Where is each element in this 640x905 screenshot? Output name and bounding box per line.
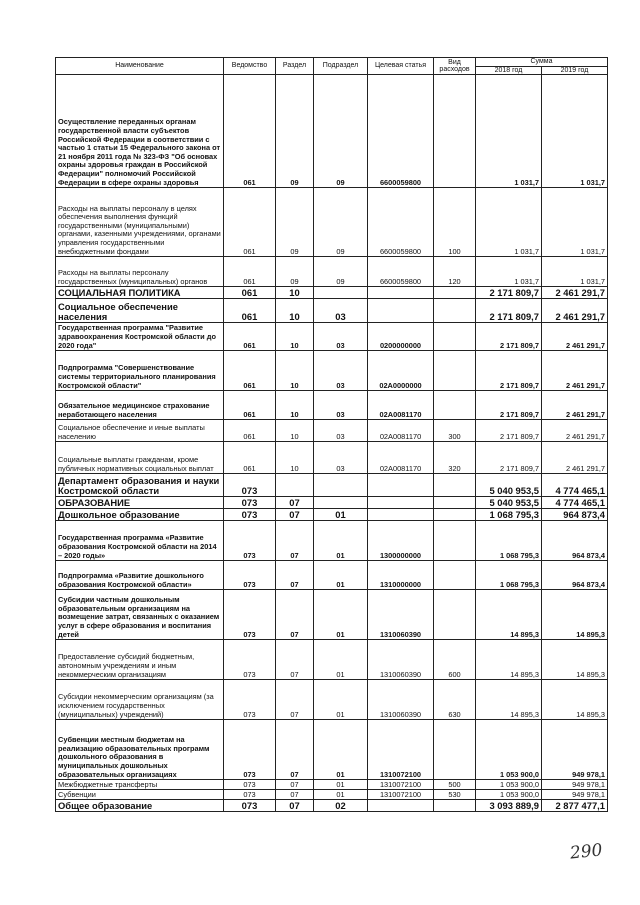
cell-name: Социальные выплаты гражданам, кроме публичных нормативных социальных выплат xyxy=(56,442,224,474)
cell-name: Государственная программа "Развитие здравоохранения Костромской области до 2020 года" xyxy=(56,323,224,351)
cell-2018: 14 895,3 xyxy=(476,680,542,720)
cell-section xyxy=(276,474,314,497)
header-name: Наименование xyxy=(56,58,224,75)
table-row xyxy=(56,800,608,812)
cell-section: 07 xyxy=(276,790,314,800)
cell-2018: 1 068 795,3 xyxy=(476,509,542,521)
cell-name: Субсидии частным дошкольным образовательным организациям на возмещение затрат, связанных с оказанием услуг в сфере образования и воспитания детей xyxy=(56,590,224,640)
table-row xyxy=(56,391,608,420)
cell-2019: 2 461 291,7 xyxy=(542,299,608,323)
cell-name: Социальное обеспечение и иные выплаты населению xyxy=(56,420,224,442)
cell-dept: 061 xyxy=(224,323,276,351)
cell-kind: 300 xyxy=(434,420,476,442)
cell-name: Предоставление субсидий бюджетным, автономным учреждениям и иным некоммерческим организациям xyxy=(56,640,224,680)
cell-2018: 2 171 809,7 xyxy=(476,351,542,391)
cell-name: Расходы на выплаты персоналу в целях обеспечения выполнения функций государственными (муниципальными) органами, казенными учреждениями, органами управления государственными внебюджетными фондами xyxy=(56,188,224,257)
cell-kind xyxy=(434,497,476,509)
cell-dept: 073 xyxy=(224,474,276,497)
cell-2018: 14 895,3 xyxy=(476,590,542,640)
table-row xyxy=(56,474,608,497)
cell-kind: 530 xyxy=(434,790,476,800)
cell-target: 02А0000000 xyxy=(368,351,434,391)
cell-section: 09 xyxy=(276,188,314,257)
cell-subsection xyxy=(314,497,368,509)
cell-section: 10 xyxy=(276,323,314,351)
table-row xyxy=(56,323,608,351)
cell-dept: 073 xyxy=(224,561,276,590)
table-row xyxy=(56,75,608,188)
cell-target: 6600059800 xyxy=(368,257,434,287)
cell-kind xyxy=(434,561,476,590)
cell-kind xyxy=(434,800,476,812)
cell-name: ОБРАЗОВАНИЕ xyxy=(56,497,224,509)
cell-2018: 2 171 809,7 xyxy=(476,323,542,351)
cell-kind xyxy=(434,75,476,188)
cell-name: СОЦИАЛЬНАЯ ПОЛИТИКА xyxy=(56,287,224,299)
cell-2019: 4 774 465,1 xyxy=(542,497,608,509)
cell-target: 02А0081170 xyxy=(368,420,434,442)
cell-kind xyxy=(434,474,476,497)
cell-2018: 5 040 953,5 xyxy=(476,474,542,497)
cell-dept: 061 xyxy=(224,391,276,420)
cell-2018: 3 093 889,9 xyxy=(476,800,542,812)
cell-2019: 949 978,1 xyxy=(542,790,608,800)
cell-2019: 2 461 291,7 xyxy=(542,442,608,474)
cell-kind xyxy=(434,323,476,351)
cell-subsection: 01 xyxy=(314,780,368,790)
cell-dept: 061 xyxy=(224,351,276,391)
cell-dept: 061 xyxy=(224,257,276,287)
cell-dept: 061 xyxy=(224,287,276,299)
cell-2018: 1 031,7 xyxy=(476,257,542,287)
cell-kind: 100 xyxy=(434,188,476,257)
cell-kind xyxy=(434,351,476,391)
cell-kind: 320 xyxy=(434,442,476,474)
cell-2019: 1 031,7 xyxy=(542,257,608,287)
table-row xyxy=(56,720,608,780)
cell-2018: 1 031,7 xyxy=(476,75,542,188)
cell-name: Подпрограмма "Совершенствование системы территориального планирования Костромской области" xyxy=(56,351,224,391)
cell-kind: 600 xyxy=(434,640,476,680)
header-kind: Вид расходов xyxy=(434,58,476,75)
cell-subsection: 01 xyxy=(314,561,368,590)
cell-section: 10 xyxy=(276,442,314,474)
cell-dept: 073 xyxy=(224,720,276,780)
cell-section: 07 xyxy=(276,561,314,590)
cell-target: 1310072100 xyxy=(368,720,434,780)
cell-2019: 949 978,1 xyxy=(542,720,608,780)
cell-section: 10 xyxy=(276,420,314,442)
cell-2019: 14 895,3 xyxy=(542,590,608,640)
cell-2019: 2 461 291,7 xyxy=(542,420,608,442)
cell-2018: 1 053 900,0 xyxy=(476,780,542,790)
cell-target xyxy=(368,287,434,299)
cell-target: 6600059800 xyxy=(368,188,434,257)
cell-target xyxy=(368,474,434,497)
table-row xyxy=(56,590,608,640)
cell-dept: 061 xyxy=(224,75,276,188)
cell-kind: 630 xyxy=(434,680,476,720)
cell-2018: 14 895,3 xyxy=(476,640,542,680)
cell-subsection: 01 xyxy=(314,680,368,720)
table-row xyxy=(56,299,608,323)
table-row xyxy=(56,420,608,442)
cell-2019: 2 461 291,7 xyxy=(542,287,608,299)
handwritten-page-number: 290 xyxy=(569,840,604,864)
cell-kind: 120 xyxy=(434,257,476,287)
cell-dept: 073 xyxy=(224,497,276,509)
cell-kind: 500 xyxy=(434,780,476,790)
cell-2019: 949 978,1 xyxy=(542,780,608,790)
cell-target: 1300000000 xyxy=(368,521,434,561)
cell-name: Социальное обеспечение населения xyxy=(56,299,224,323)
header-section: Раздел xyxy=(276,58,314,75)
table-row xyxy=(56,680,608,720)
cell-dept: 061 xyxy=(224,420,276,442)
cell-2019: 4 774 465,1 xyxy=(542,474,608,497)
cell-2019: 964 873,4 xyxy=(542,561,608,590)
header-target: Целевая статья xyxy=(368,58,434,75)
cell-2018: 1 053 900,0 xyxy=(476,720,542,780)
cell-subsection: 03 xyxy=(314,442,368,474)
table-row xyxy=(56,521,608,561)
cell-subsection: 03 xyxy=(314,299,368,323)
budget-table xyxy=(55,57,608,812)
cell-kind xyxy=(434,299,476,323)
cell-name: Субвенции местным бюджетам на реализацию образовательных программ дошкольного образования в муниципальных дошкольных образовательных организациях xyxy=(56,720,224,780)
cell-section: 10 xyxy=(276,299,314,323)
cell-target xyxy=(368,299,434,323)
header-dept: Ведомство xyxy=(224,58,276,75)
table-row xyxy=(56,351,608,391)
cell-dept: 073 xyxy=(224,590,276,640)
budget-table-sheet xyxy=(55,57,607,812)
cell-kind xyxy=(434,287,476,299)
cell-2019: 2 461 291,7 xyxy=(542,323,608,351)
cell-name: Субсидии некоммерческим организациям (за исключением государственных (муниципальных) учреждений) xyxy=(56,680,224,720)
cell-target: 02А0081170 xyxy=(368,442,434,474)
cell-name: Дошкольное образование xyxy=(56,509,224,521)
cell-section: 09 xyxy=(276,75,314,188)
cell-section: 10 xyxy=(276,351,314,391)
cell-dept: 061 xyxy=(224,299,276,323)
cell-dept: 073 xyxy=(224,790,276,800)
cell-2019: 2 461 291,7 xyxy=(542,351,608,391)
cell-target xyxy=(368,800,434,812)
table-row xyxy=(56,780,608,790)
cell-dept: 073 xyxy=(224,521,276,561)
cell-subsection: 01 xyxy=(314,720,368,780)
cell-target xyxy=(368,509,434,521)
cell-kind xyxy=(434,391,476,420)
cell-subsection: 01 xyxy=(314,509,368,521)
cell-target: 1310072100 xyxy=(368,790,434,800)
cell-subsection: 03 xyxy=(314,351,368,391)
cell-target: 1310000000 xyxy=(368,561,434,590)
cell-2018: 1 068 795,3 xyxy=(476,561,542,590)
cell-name: Департамент образования и науки Костромской области xyxy=(56,474,224,497)
cell-target: 0200000000 xyxy=(368,323,434,351)
cell-subsection xyxy=(314,474,368,497)
cell-section: 07 xyxy=(276,780,314,790)
cell-name: Обязательное медицинское страхование неработающего населения xyxy=(56,391,224,420)
cell-2018: 1 053 900,0 xyxy=(476,790,542,800)
cell-subsection: 09 xyxy=(314,257,368,287)
cell-2018: 5 040 953,5 xyxy=(476,497,542,509)
cell-subsection: 03 xyxy=(314,420,368,442)
cell-subsection: 03 xyxy=(314,323,368,351)
cell-subsection: 01 xyxy=(314,521,368,561)
cell-kind xyxy=(434,720,476,780)
cell-target: 02А0081170 xyxy=(368,391,434,420)
cell-name: Расходы на выплаты персоналу государственных (муниципальных) органов xyxy=(56,257,224,287)
table-row xyxy=(56,442,608,474)
header-sum: Сумма xyxy=(476,58,608,67)
cell-name: Межбюджетные трансферты xyxy=(56,780,224,790)
cell-target: 1310060390 xyxy=(368,680,434,720)
cell-2019: 1 031,7 xyxy=(542,75,608,188)
cell-kind xyxy=(434,509,476,521)
table-row xyxy=(56,561,608,590)
cell-section: 10 xyxy=(276,287,314,299)
cell-dept: 061 xyxy=(224,442,276,474)
cell-name: Общее образование xyxy=(56,800,224,812)
cell-subsection: 09 xyxy=(314,188,368,257)
cell-2019: 14 895,3 xyxy=(542,680,608,720)
cell-kind xyxy=(434,590,476,640)
cell-section: 07 xyxy=(276,640,314,680)
cell-section: 07 xyxy=(276,720,314,780)
cell-dept: 073 xyxy=(224,680,276,720)
cell-section: 07 xyxy=(276,509,314,521)
cell-2018: 2 171 809,7 xyxy=(476,420,542,442)
cell-name: Государственная программа «Развитие образования Костромской области на 2014 – 2020 годы» xyxy=(56,521,224,561)
cell-subsection: 03 xyxy=(314,391,368,420)
cell-2018: 1 031,7 xyxy=(476,188,542,257)
cell-section: 07 xyxy=(276,800,314,812)
cell-dept: 073 xyxy=(224,509,276,521)
table-row xyxy=(56,188,608,257)
cell-section: 07 xyxy=(276,590,314,640)
header-subsection: Подраздел xyxy=(314,58,368,75)
cell-2018: 2 171 809,7 xyxy=(476,391,542,420)
table-row xyxy=(56,257,608,287)
cell-section: 07 xyxy=(276,521,314,561)
cell-section: 10 xyxy=(276,391,314,420)
cell-dept: 073 xyxy=(224,780,276,790)
table-row xyxy=(56,497,608,509)
cell-subsection: 02 xyxy=(314,800,368,812)
cell-subsection xyxy=(314,287,368,299)
cell-2019: 964 873,4 xyxy=(542,521,608,561)
cell-2019: 14 895,3 xyxy=(542,640,608,680)
cell-kind xyxy=(434,521,476,561)
cell-section: 09 xyxy=(276,257,314,287)
cell-name: Подпрограмма «Развитие дошкольного образования Костромской области» xyxy=(56,561,224,590)
cell-subsection: 09 xyxy=(314,75,368,188)
cell-section: 07 xyxy=(276,680,314,720)
header-2019: 2019 год xyxy=(542,66,608,75)
cell-2018: 2 171 809,7 xyxy=(476,442,542,474)
table-row xyxy=(56,640,608,680)
cell-dept: 073 xyxy=(224,800,276,812)
table-row xyxy=(56,287,608,299)
cell-target: 6600059800 xyxy=(368,75,434,188)
cell-target: 1310060390 xyxy=(368,590,434,640)
table-row xyxy=(56,509,608,521)
table-body xyxy=(56,75,608,812)
cell-section: 07 xyxy=(276,497,314,509)
cell-2019: 2 877 477,1 xyxy=(542,800,608,812)
header-2018: 2018 год xyxy=(476,66,542,75)
cell-name: Осуществление переданных органам государственной власти субъектов Российской Федерации в соответствии с частью 1 статьи 15 Федерального закона от 21 ноября 2011 года № 323-ФЗ "Об основах охраны здоровья граждан в Российской Федерации" полномочий Российской Федерации в сфере охраны здоровья xyxy=(56,75,224,188)
cell-subsection: 01 xyxy=(314,590,368,640)
cell-2018: 2 171 809,7 xyxy=(476,287,542,299)
cell-2019: 2 461 291,7 xyxy=(542,391,608,420)
cell-target xyxy=(368,497,434,509)
cell-2019: 964 873,4 xyxy=(542,509,608,521)
cell-dept: 073 xyxy=(224,640,276,680)
cell-2019: 1 031,7 xyxy=(542,188,608,257)
cell-2018: 1 068 795,3 xyxy=(476,521,542,561)
table-row xyxy=(56,790,608,800)
cell-name: Субвенции xyxy=(56,790,224,800)
cell-2018: 2 171 809,7 xyxy=(476,299,542,323)
cell-target: 1310072100 xyxy=(368,780,434,790)
cell-subsection: 01 xyxy=(314,790,368,800)
cell-target: 1310060390 xyxy=(368,640,434,680)
cell-subsection: 01 xyxy=(314,640,368,680)
cell-dept: 061 xyxy=(224,188,276,257)
